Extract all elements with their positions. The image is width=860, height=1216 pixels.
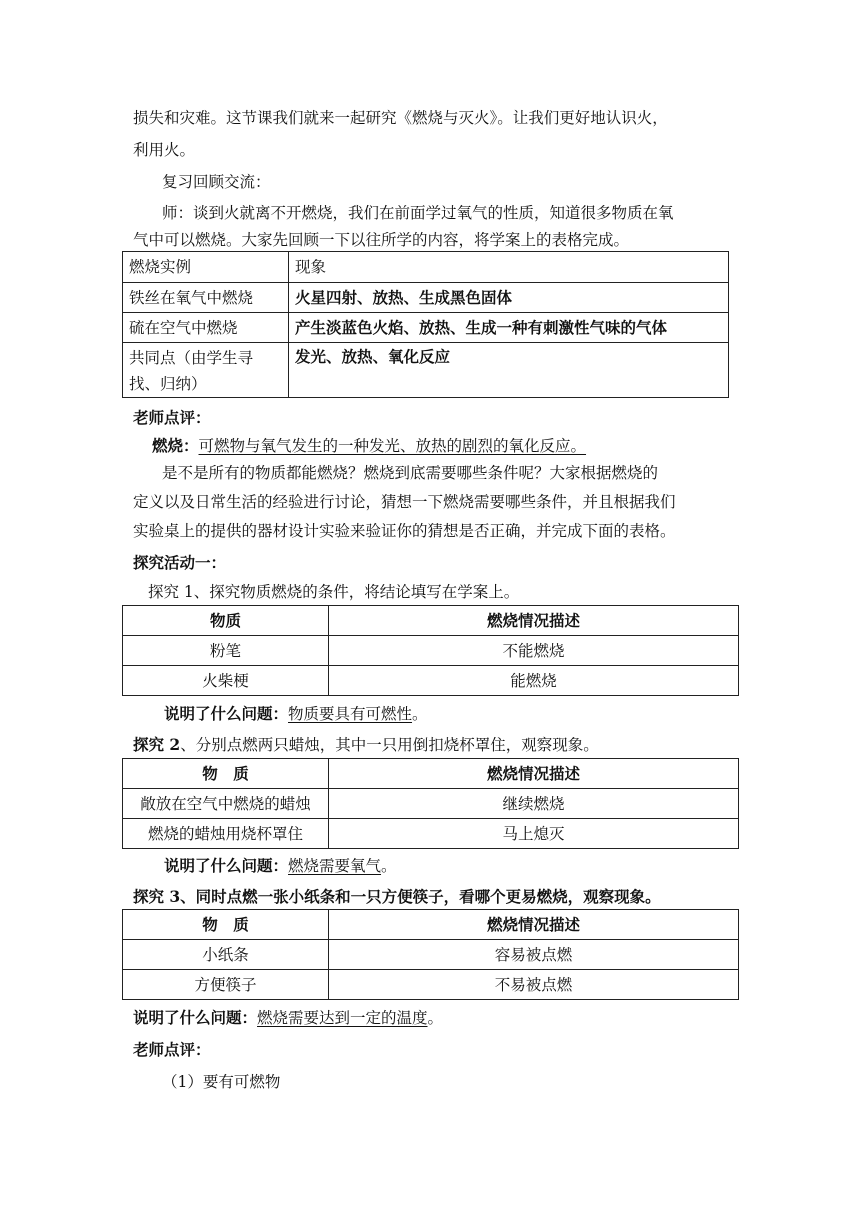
table-cell: 马上熄灭	[329, 819, 739, 849]
definition-label: 燃烧：	[152, 436, 199, 455]
teacher-comment-heading-2: 老师点评：	[133, 1040, 211, 1059]
explore1-conclusion	[164, 704, 428, 724]
review-heading: 复习回顾交流：	[162, 173, 271, 191]
table-header-cell: 燃烧情况描述	[329, 759, 739, 789]
table-cell: 容易被点燃	[329, 940, 739, 970]
table-cell: 产生淡蓝色火焰、放热、生成一种有刺激性气味的气体	[289, 313, 729, 343]
conclusion-period: 。	[381, 857, 397, 875]
conclusion-text: 物质要具有可燃性	[288, 705, 413, 723]
conclusion-label: 说明了什么问题：	[133, 1008, 258, 1027]
definition	[152, 436, 586, 456]
table-header-row	[123, 606, 739, 636]
table-header-cell: 物质	[123, 606, 329, 636]
intro-line-2: 利用火。	[133, 141, 196, 159]
table-row	[123, 789, 739, 819]
table-header-cell: 燃烧情况描述	[329, 606, 739, 636]
point-1: （1）要有可燃物	[162, 1073, 281, 1091]
table-cell: 粉笔	[123, 636, 329, 666]
explore2-intro	[133, 735, 599, 755]
explore2-text: 、分别点燃两只蜡烛，其中一只用倒扣烧杯罩住，观察现象。	[180, 736, 599, 754]
table-row	[123, 343, 729, 398]
table-cell: 不易被点燃	[329, 970, 739, 1000]
table-cell: 小纸条	[123, 940, 329, 970]
table-cell: 继续燃烧	[329, 789, 739, 819]
table-cell: 敞放在空气中燃烧的蜡烛	[123, 789, 329, 819]
table-header-cell: 物 质	[123, 759, 329, 789]
question-line-1: 是不是所有的物质都能燃烧？燃烧到底需要哪些条件呢？大家根据燃烧的	[162, 464, 659, 482]
table-header-row	[123, 910, 739, 940]
table-row	[123, 819, 739, 849]
explore3-conclusion	[133, 1008, 443, 1028]
table-header-cell: 燃烧情况描述	[329, 910, 739, 940]
cell-line: 找、归纳）	[129, 375, 207, 393]
explore1-intro: 探究 1、探究物质燃烧的条件，将结论填写在学案上。	[148, 583, 520, 601]
table-row	[123, 313, 729, 343]
conclusion-text: 燃烧需要达到一定的温度	[257, 1009, 428, 1027]
intro-line-1: 损失和灾难。这节课我们就来一起研究《燃烧与灭火》。让我们更好地认识火，	[133, 109, 668, 127]
table-row	[123, 940, 739, 970]
explore2-label: 探究 2	[133, 735, 181, 754]
conclusion-text: 燃烧需要氧气	[288, 857, 382, 875]
table-cell: 硫在空气中燃烧	[123, 313, 289, 343]
table-row	[123, 666, 739, 696]
table-cell: 方便筷子	[123, 970, 329, 1000]
explore3-intro: 探究 3、同时点燃一张小纸条和一只方便筷子，看哪个更易燃烧，观察现象。	[133, 887, 661, 906]
conclusion-period: 。	[427, 1009, 444, 1027]
table-cell: 火柴梗	[123, 666, 329, 696]
table-header-row	[123, 759, 739, 789]
teacher-comment-heading: 老师点评：	[133, 408, 211, 427]
table-cell: 不能燃烧	[329, 636, 739, 666]
conclusion-label: 说明了什么问题：	[164, 856, 289, 875]
question-line-3: 实验桌上的提供的器材设计实验来验证你的猜想是否正确，并完成下面的表格。	[133, 522, 676, 540]
table-row	[123, 636, 739, 666]
teacher-line-2: 气中可以燃烧。大家先回顾一下以往所学的内容，将学案上的表格完成。	[133, 231, 630, 249]
table-header-cell: 现象	[289, 252, 729, 283]
table-cell: 铁丝在氧气中燃烧	[123, 283, 289, 313]
explore2-table	[122, 758, 739, 849]
activity-heading: 探究活动一：	[133, 553, 227, 572]
teacher-line-1: 师：谈到火就离不开燃烧，我们在前面学过氧气的性质，知道很多物质在氧	[162, 204, 674, 222]
explore2-conclusion	[164, 856, 397, 876]
table-cell	[123, 343, 289, 398]
table-header-cell: 燃烧实例	[123, 252, 289, 283]
table-cell: 能燃烧	[329, 666, 739, 696]
explore1-table	[122, 605, 739, 696]
table-cell: 发光、放热、氧化反应	[289, 343, 729, 398]
combustion-examples-table	[122, 251, 729, 398]
explore3-table	[122, 909, 739, 1000]
table-header-row	[123, 252, 729, 283]
conclusion-label: 说明了什么问题：	[164, 704, 289, 723]
cell-line: 共同点（由学生寻	[129, 349, 254, 367]
table-cell: 火星四射、放热、生成黑色固体	[289, 283, 729, 313]
question-line-2: 定义以及日常生活的经验进行讨论，猜想一下燃烧需要哪些条件，并且根据我们	[133, 493, 676, 511]
table-row	[123, 970, 739, 1000]
definition-text: 可燃物与氧气发生的一种发光、放热的剧烈的氧化反应。	[198, 437, 587, 455]
table-row	[123, 283, 729, 313]
table-header-cell: 物 质	[123, 910, 329, 940]
table-cell: 燃烧的蜡烛用烧杯罩住	[123, 819, 329, 849]
conclusion-period: 。	[412, 705, 428, 723]
